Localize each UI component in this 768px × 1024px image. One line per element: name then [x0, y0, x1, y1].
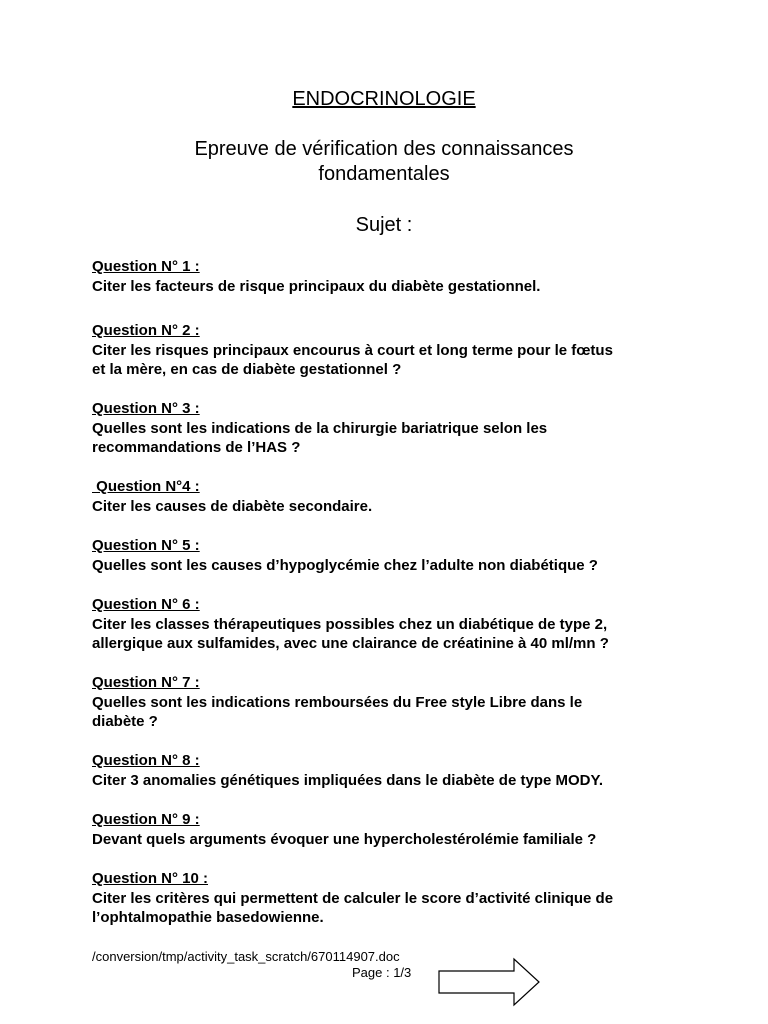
- question-text-line: l’ophtalmopathie basedowienne.: [92, 909, 324, 926]
- question-text-line: Citer les causes de diabète secondaire.: [92, 497, 373, 515]
- question-text-line: Quelles sont les indications de la chirurgie bariatrique selon les: [92, 419, 548, 437]
- question-text-line: Citer les classes thérapeutiques possibles chez un diabétique de type 2,: [92, 615, 608, 633]
- subtitle-line-2: fondamentales: [318, 163, 450, 185]
- question-text-line: et la mère, en cas de diabète gestationnel ?: [92, 361, 402, 378]
- question-text-line: Citer les critères qui permettent de calculer le score d’activité clinique de: [92, 889, 614, 907]
- question-title: Question N° 10 :: [92, 870, 209, 887]
- question-10: [92, 869, 692, 928]
- document-subtitle: [0, 137, 768, 187]
- question-text-line: Citer les facteurs de risque principaux du diabète gestationnel.: [92, 277, 541, 295]
- question-1: [92, 257, 692, 296]
- question-title: Question N° 6 :: [92, 596, 200, 613]
- question-text-line: Citer 3 anomalies génétiques impliquées dans le diabète de type MODY.: [92, 771, 603, 789]
- next-page-arrow-icon[interactable]: [438, 957, 542, 1007]
- question-9: [92, 810, 692, 849]
- question-title: Question N° 7 :: [92, 674, 200, 691]
- question-text-line: Citer les risques principaux encourus à court et long terme pour le fœtus: [92, 341, 613, 359]
- question-title: Question N°4 :: [92, 478, 200, 495]
- question-3: [92, 399, 692, 458]
- question-title: Question N° 1 :: [92, 258, 200, 275]
- question-title: Question N° 2 :: [92, 322, 200, 339]
- question-6: [92, 595, 692, 654]
- subtitle-line-1: Epreuve de vérification des connaissances: [194, 138, 574, 160]
- question-7: [92, 673, 692, 732]
- document-title: ENDOCRINOLOGIE: [292, 88, 476, 110]
- question-title: Question N° 8 :: [92, 752, 200, 769]
- sujet-heading: Sujet :: [355, 214, 413, 236]
- footer-file-path: /conversion/tmp/activity_task_scratch/670114907.doc: [92, 949, 400, 964]
- question-text-line: Quelles sont les causes d’hypoglycémie chez l’adulte non diabétique ?: [92, 556, 598, 574]
- question-text-line: recommandations de l’HAS ?: [92, 439, 301, 456]
- question-title: Question N° 3 :: [92, 400, 200, 417]
- question-4: [92, 477, 692, 516]
- question-text-line: Quelles sont les indications remboursées du Free style Libre dans le: [92, 693, 583, 711]
- question-text-line: diabète ?: [92, 713, 158, 730]
- question-text-line: Devant quels arguments évoquer une hypercholestérolémie familiale ?: [92, 830, 597, 848]
- question-title: Question N° 9 :: [92, 811, 200, 828]
- footer-page-number: Page : 1/3: [352, 965, 412, 980]
- question-text-line: allergique aux sulfamides, avec une clairance de créatinine à 40 ml/mn ?: [92, 635, 609, 652]
- question-title: Question N° 5 :: [92, 537, 200, 554]
- question-5: [92, 536, 692, 575]
- question-8: [92, 751, 692, 790]
- question-2: [92, 321, 692, 380]
